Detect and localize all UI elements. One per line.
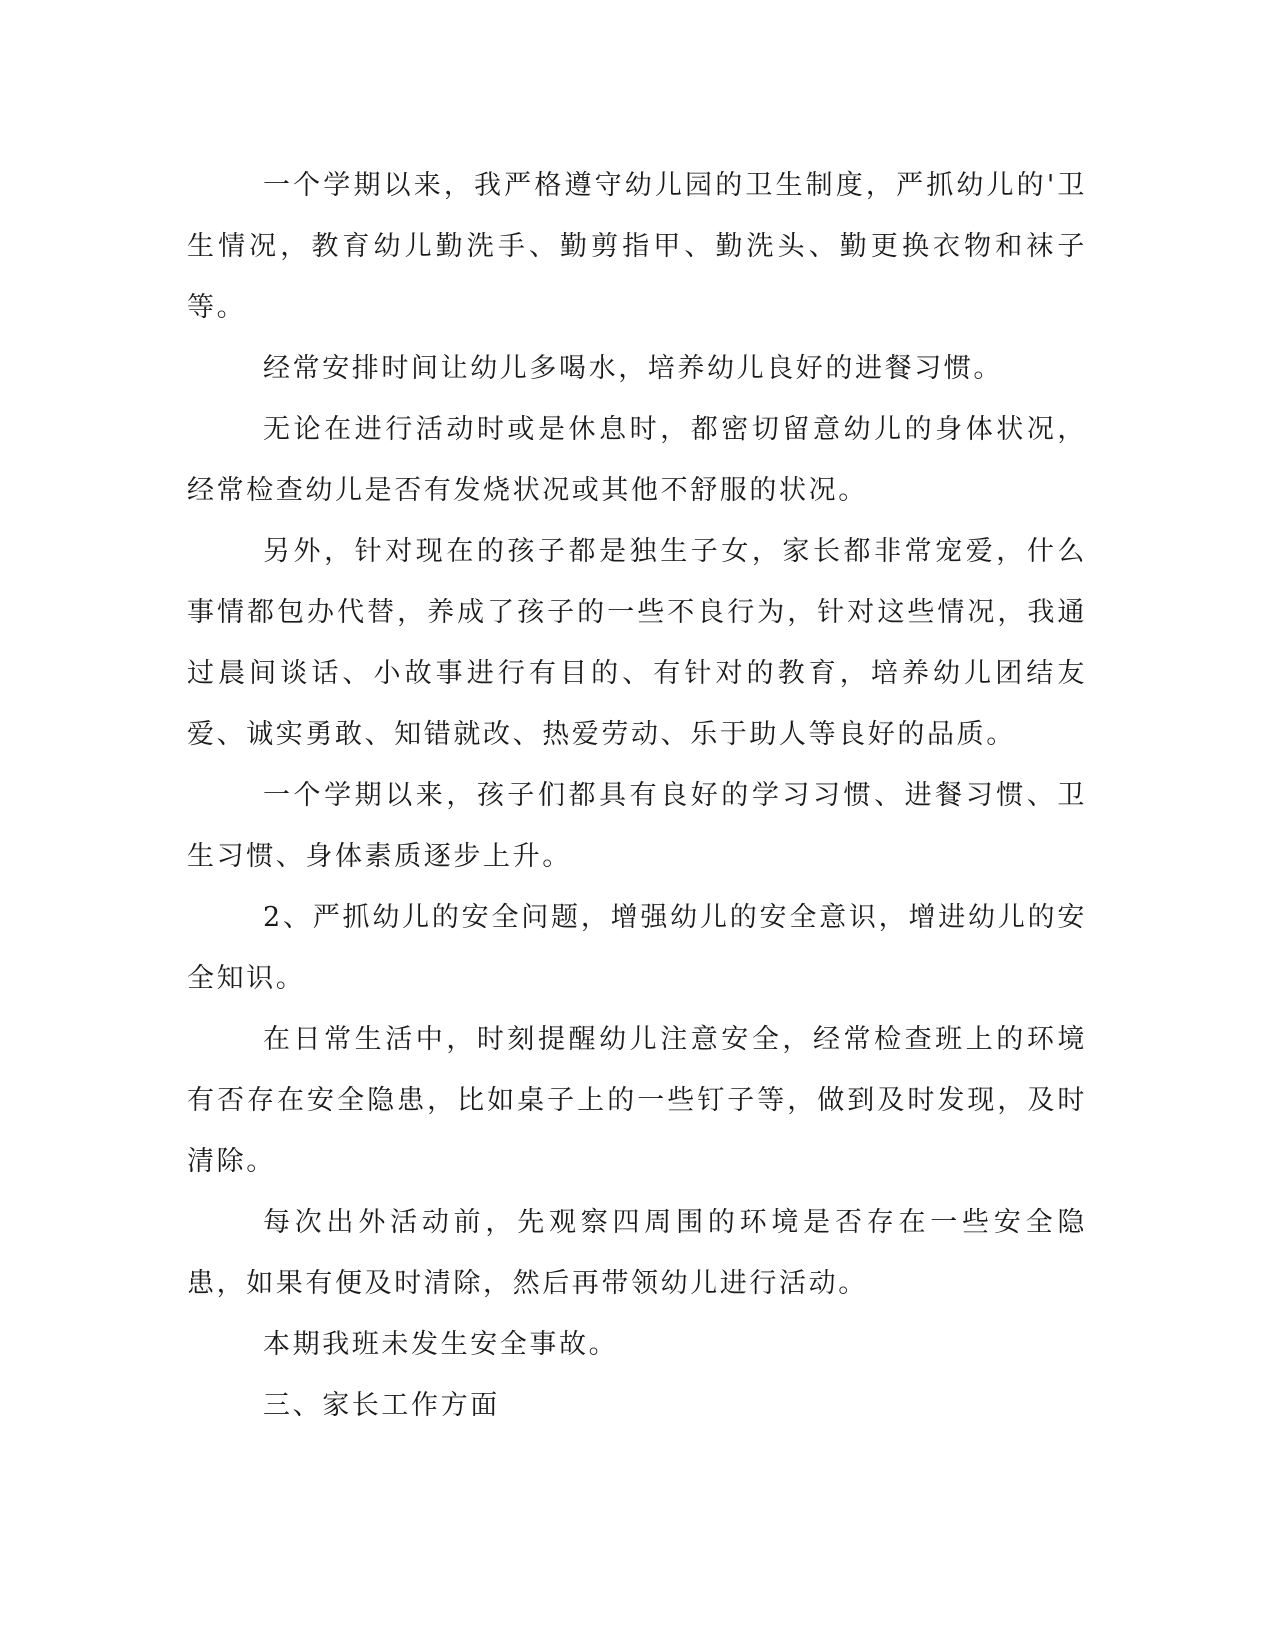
paragraph-drinking-water: 经常安排时间让幼儿多喝水，培养幼儿良好的进餐习惯。 <box>263 353 1003 384</box>
section-heading-parent-work: 三、家长工作方面 <box>263 1390 500 1421</box>
paragraph-character-education: 另外，针对现在的孩子都是独生子女，家长都非常宠爱，什么事情都包办代替，养成了孩子的一些不良行为，针对这些情况，我通过晨间谈话、小故事进行有目的、有针对的教育，培养幼儿团结友爱、诚实勇敢、知错就改、热爱劳动、乐于助人等良好的品质。 <box>187 536 1087 750</box>
paragraph-safety-heading: 2、严抓幼儿的安全问题，增强幼儿的安全意识，增进幼儿的安全知识。 <box>187 902 1087 994</box>
paragraph-outdoor-safety: 每次出外活动前，先观察四周围的环境是否存在一些安全隐患，如果有便及时清除，然后再带领幼儿进行活动。 <box>187 1207 1087 1299</box>
paragraph-health-check: 无论在进行活动时或是休息时，都密切留意幼儿的身体状况，经常检查幼儿是否有发烧状况或其他不舒服的状况。 <box>187 414 1087 506</box>
document-body <box>187 155 1087 1436</box>
paragraph-hygiene: 一个学期以来，我严格遵守幼儿园的卫生制度，严抓幼儿的'卫生情况，教育幼儿勤洗手、勤剪指甲、勤洗头、勤更换衣物和袜子等。 <box>187 170 1087 323</box>
paragraph-no-accidents: 本期我班未发生安全事故。 <box>263 1329 619 1360</box>
paragraph-daily-safety: 在日常生活中，时刻提醒幼儿注意安全，经常检查班上的环境有否存在安全隐患，比如桌子上的一些钉子等，做到及时发现，及时清除。 <box>187 1024 1087 1177</box>
paragraph-habits-summary: 一个学期以来，孩子们都具有良好的学习习惯、进餐习惯、卫生习惯、身体素质逐步上升。 <box>187 780 1087 872</box>
